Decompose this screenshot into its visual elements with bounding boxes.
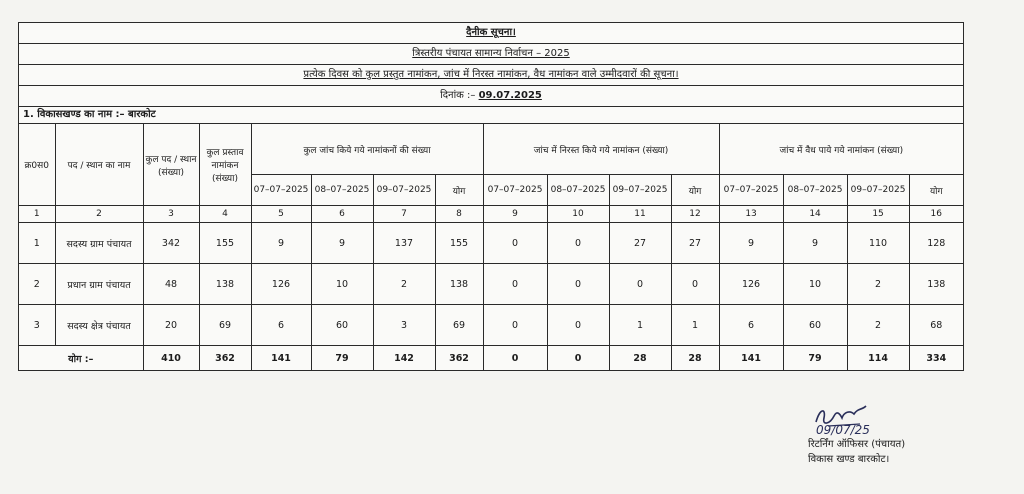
col-number: 15	[847, 206, 909, 223]
header-total-posts: कुल पद / स्थान (संख्या)	[143, 124, 199, 206]
total-posts: 410	[143, 346, 199, 371]
cell-valid: 9	[719, 223, 783, 264]
header-total: योग	[671, 175, 719, 206]
table-row	[19, 264, 963, 305]
cell-valid-total: 128	[909, 223, 963, 264]
officer-title: रिटर्निंग ऑफिसर (पंचायत)	[808, 439, 906, 450]
col-number: 2	[55, 206, 143, 223]
cell-nominations: 155	[199, 223, 251, 264]
cell-checked: 126	[251, 264, 311, 305]
cell-valid: 60	[783, 305, 847, 346]
totals-label: योग :–	[19, 346, 143, 371]
total-checked-sum: 362	[435, 346, 483, 371]
header-date: 08–07–2025	[311, 175, 373, 206]
total-checked: 141	[251, 346, 311, 371]
cell-checked: 9	[311, 223, 373, 264]
col-number: 5	[251, 206, 311, 223]
cell-post: सदस्य क्षेत्र पंचायत	[55, 305, 143, 346]
header-date: 09–07–2025	[609, 175, 671, 206]
nominations-table	[19, 124, 963, 370]
cell-sno: 2	[19, 264, 55, 305]
total-valid: 141	[719, 346, 783, 371]
cell-valid: 9	[783, 223, 847, 264]
cell-rejected-total: 1	[671, 305, 719, 346]
total-valid-sum: 334	[909, 346, 963, 371]
signature-date: 09/07/25	[816, 423, 870, 436]
header-total: योग	[909, 175, 963, 206]
cell-valid: 2	[847, 264, 909, 305]
handwritten-signature	[810, 400, 930, 436]
notice-subtitle	[19, 44, 963, 65]
col-number: 10	[547, 206, 609, 223]
cell-rejected: 1	[609, 305, 671, 346]
total-nominations: 362	[199, 346, 251, 371]
header-date: 07–07–2025	[719, 175, 783, 206]
cell-posts: 20	[143, 305, 199, 346]
col-number: 3	[143, 206, 199, 223]
description-text: प्रत्येक दिवस को कुल प्रस्तुत नामांकन, जांच में निरस्त नामांकन, वैध नामांकन वाले उम्मीदवारों की सूचना।	[303, 69, 679, 80]
cell-rejected: 0	[547, 264, 609, 305]
header-date: 07–07–2025	[251, 175, 311, 206]
cell-nominations: 69	[199, 305, 251, 346]
header-date: 09–07–2025	[847, 175, 909, 206]
cell-valid: 126	[719, 264, 783, 305]
header-date: 07–07–2025	[483, 175, 547, 206]
total-rejected: 0	[547, 346, 609, 371]
table-row	[19, 305, 963, 346]
notice-sheet	[18, 22, 964, 371]
col-number: 16	[909, 206, 963, 223]
cell-rejected: 27	[609, 223, 671, 264]
header-sno: क्र0स0	[19, 124, 55, 206]
cell-checked-total: 155	[435, 223, 483, 264]
header-group-valid: जांच में वैध पाये गये नामांकन (संख्या)	[719, 124, 963, 175]
header-row-1	[19, 124, 963, 175]
total-valid: 79	[783, 346, 847, 371]
col-number: 1	[19, 206, 55, 223]
header-total-nominations: कुल प्रस्ताव नामांकन (संख्या)	[199, 124, 251, 206]
cell-checked-total: 138	[435, 264, 483, 305]
cell-valid-total: 138	[909, 264, 963, 305]
col-number: 13	[719, 206, 783, 223]
header-date: 09–07–2025	[373, 175, 435, 206]
cell-rejected-total: 0	[671, 264, 719, 305]
column-number-row	[19, 206, 963, 223]
notice-date	[19, 86, 963, 107]
col-number: 12	[671, 206, 719, 223]
cell-rejected: 0	[609, 264, 671, 305]
col-number: 7	[373, 206, 435, 223]
cell-checked: 3	[373, 305, 435, 346]
total-rejected: 0	[483, 346, 547, 371]
date-value: 09.07.2025	[478, 90, 542, 101]
cell-checked: 9	[251, 223, 311, 264]
cell-rejected: 0	[547, 223, 609, 264]
header-date: 08–07–2025	[783, 175, 847, 206]
block-name: 1. विकासखण्ड का नाम :– बारकोट	[19, 107, 963, 124]
cell-post: प्रधान ग्राम पंचायत	[55, 264, 143, 305]
table-row	[19, 223, 963, 264]
cell-nominations: 138	[199, 264, 251, 305]
cell-checked: 60	[311, 305, 373, 346]
notice-description	[19, 65, 963, 86]
header-date: 08–07–2025	[547, 175, 609, 206]
cell-posts: 48	[143, 264, 199, 305]
header-total: योग	[435, 175, 483, 206]
cell-checked: 2	[373, 264, 435, 305]
col-number: 8	[435, 206, 483, 223]
header-post: पद / स्थान का नाम	[55, 124, 143, 206]
cell-rejected-total: 27	[671, 223, 719, 264]
cell-rejected: 0	[483, 305, 547, 346]
cell-valid-total: 68	[909, 305, 963, 346]
officer-office: विकास खण्ड बारकोट।	[808, 454, 890, 465]
col-number: 4	[199, 206, 251, 223]
header-group-rejected: जांच में निरस्त किये गये नामांकन (संख्या)	[483, 124, 719, 175]
cell-checked: 137	[373, 223, 435, 264]
cell-rejected: 0	[483, 223, 547, 264]
cell-post: सदस्य ग्राम पंचायत	[55, 223, 143, 264]
cell-checked: 6	[251, 305, 311, 346]
total-valid: 114	[847, 346, 909, 371]
cell-rejected: 0	[483, 264, 547, 305]
total-rejected-sum: 28	[671, 346, 719, 371]
total-rejected: 28	[609, 346, 671, 371]
officer-block	[808, 437, 905, 467]
subtitle-text: त्रिस्तरीय पंचायत सामान्य निर्वाचन – 2025	[412, 48, 570, 59]
cell-posts: 342	[143, 223, 199, 264]
col-number: 11	[609, 206, 671, 223]
header-group-checked: कुल जांच किये गये नामांकनों की संख्या	[251, 124, 483, 175]
cell-valid: 2	[847, 305, 909, 346]
cell-valid: 10	[783, 264, 847, 305]
totals-row	[19, 346, 963, 371]
cell-sno: 1	[19, 223, 55, 264]
cell-sno: 3	[19, 305, 55, 346]
col-number: 9	[483, 206, 547, 223]
cell-rejected: 0	[547, 305, 609, 346]
col-number: 6	[311, 206, 373, 223]
notice-title: दैनीक सूचना।	[19, 23, 963, 44]
col-number: 14	[783, 206, 847, 223]
cell-valid: 6	[719, 305, 783, 346]
cell-valid: 110	[847, 223, 909, 264]
date-label: दिनांक :–	[440, 90, 476, 101]
total-checked: 142	[373, 346, 435, 371]
total-checked: 79	[311, 346, 373, 371]
cell-checked: 10	[311, 264, 373, 305]
cell-checked-total: 69	[435, 305, 483, 346]
